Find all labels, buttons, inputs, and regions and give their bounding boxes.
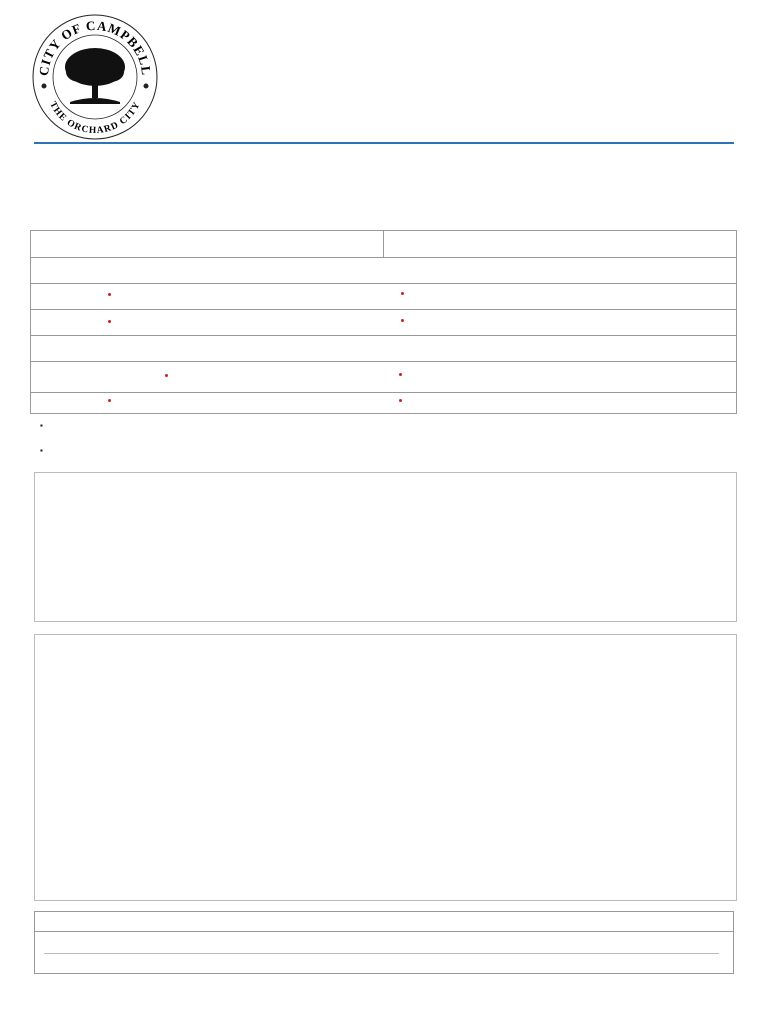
concrete-section-box <box>34 634 737 901</box>
city-seal-logo <box>30 12 160 142</box>
seal-top-text: CITY OF CAMPBELL <box>35 17 155 77</box>
inspection-sections-box <box>34 472 737 622</box>
header-divider <box>34 142 734 144</box>
seal-bottom-text: THE ORCHARD CITY <box>47 100 143 137</box>
acceptance-box <box>34 911 734 974</box>
